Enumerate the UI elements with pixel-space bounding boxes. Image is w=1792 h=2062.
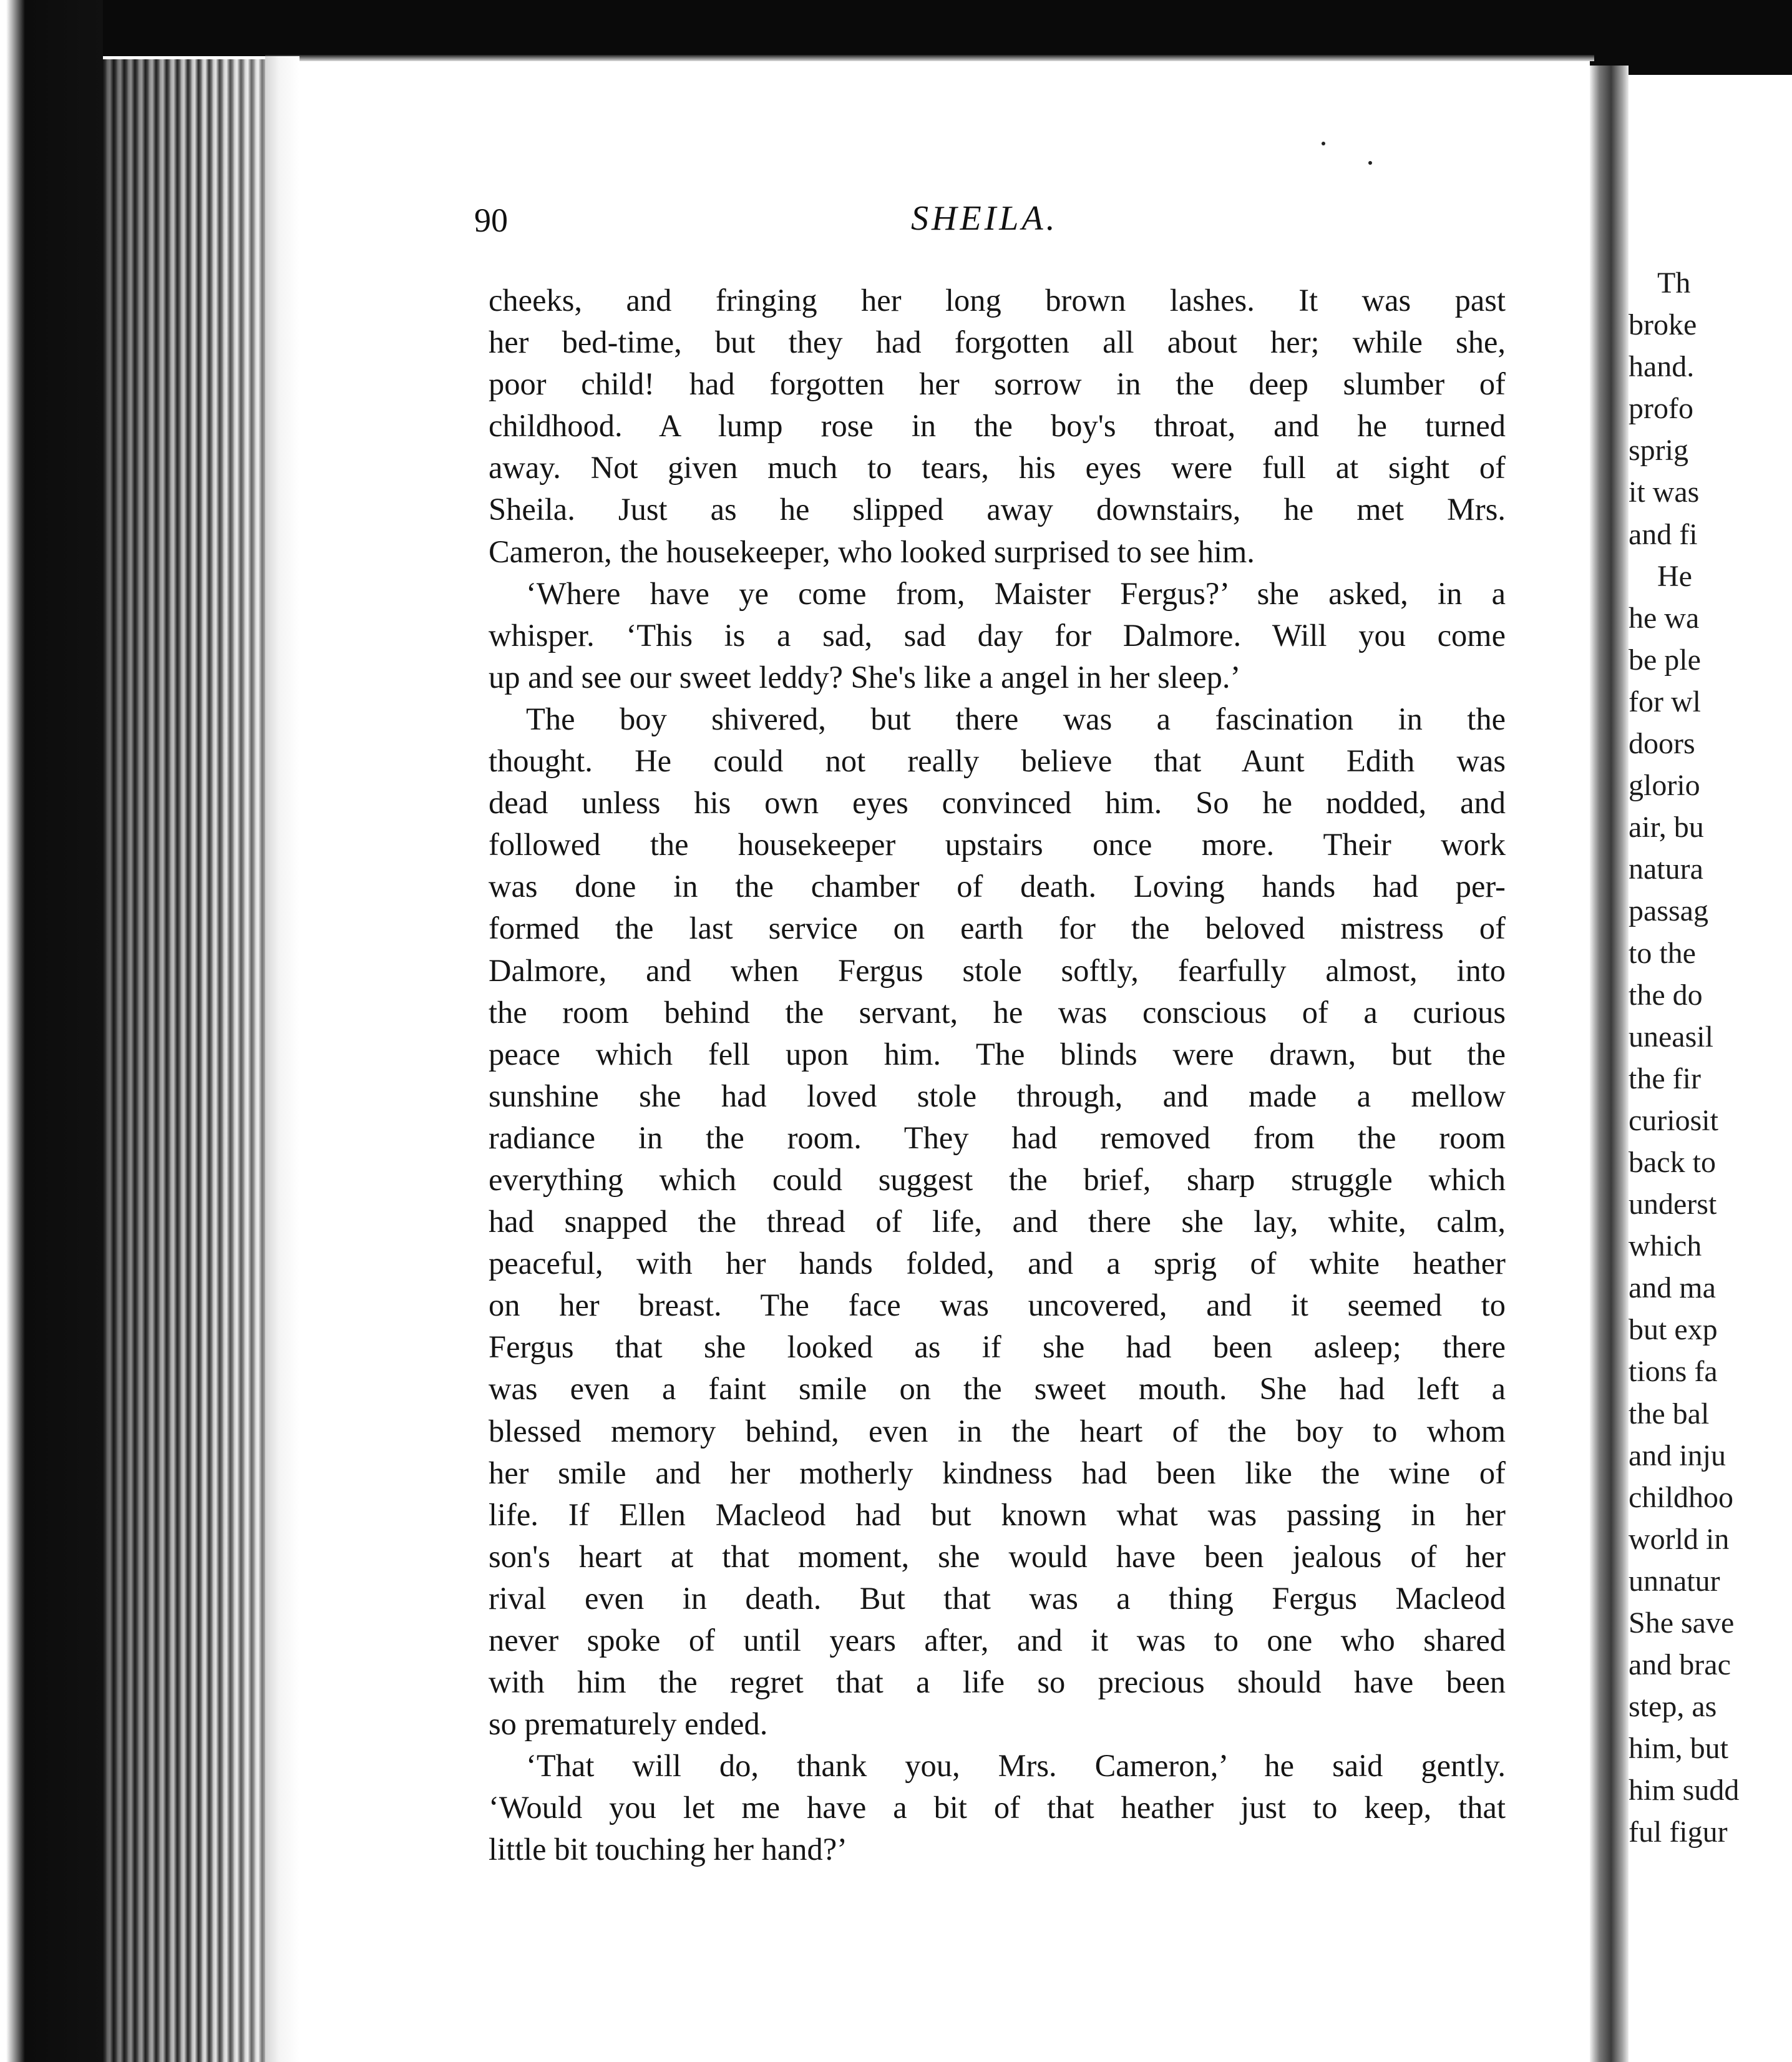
facing-line: back to [1629,1145,1716,1179]
facing-line: he wa [1629,601,1700,635]
book-page-edges [103,59,265,2062]
facing-line: him sudd [1629,1774,1740,1807]
text-line: sunshine she had loved stole through, and made a mellow [489,1078,1506,1113]
text-line: radiance in the room. They had removed from the room [489,1120,1506,1155]
body-text [489,280,1506,1871]
facing-line: it was [1629,476,1700,509]
text-line: never spoke of until years after, and it was to one who shared [489,1623,1506,1658]
facing-line: childhoo [1629,1480,1733,1514]
facing-line: be ple [1629,643,1701,677]
scan-speck [1368,161,1372,165]
facing-line: the fir [1629,1062,1701,1095]
text-line: cheeks, and fringing her long brown lashes. It was past [489,283,1506,318]
facing-line: and brac [1629,1648,1731,1682]
facing-line: doors [1629,727,1695,761]
text-line: little bit touching her hand?’ [489,1832,847,1867]
facing-line: world in [1629,1522,1730,1556]
text-line: peace which fell upon him. The blinds were drawn, but the [489,1036,1506,1072]
facing-line: him, but [1629,1732,1729,1766]
text-line: The boy shivered, but there was a fascination in the [526,701,1506,736]
text-line: formed the last service on earth for the beloved mistress of [489,911,1506,946]
text-line: rival even in death. But that was a thing Fergus Macleod [489,1580,1506,1616]
facing-line: the do [1629,978,1703,1012]
facing-line: and ma [1629,1271,1716,1305]
text-line: Cameron, the housekeeper, who looked surprised to see him. [489,534,1255,569]
text-line: whisper. ‘This is a sad, sad day for Dalmore. Will you come [489,617,1506,653]
text-line: followed the housekeeper upstairs once more. Their work [489,827,1506,862]
facing-line: and fi [1629,517,1698,551]
facing-line: passag [1629,894,1708,928]
text-line: so prematurely ended. [489,1706,768,1742]
text-line: son's heart at that moment, she would have been jealous of her [489,1538,1506,1574]
facing-line: broke [1629,308,1697,342]
scan-left-shadow [0,0,103,2062]
facing-line: but exp [1629,1313,1718,1347]
facing-line: tions fa [1629,1355,1718,1389]
paragraph [489,280,1506,573]
paragraph [489,698,1506,1745]
text-line: Dalmore, and when Fergus stole softly, fearfully almost, into [489,952,1506,988]
text-line: thought. He could not really believe that Aunt Edith was [489,743,1506,779]
text-line: life. If Ellen Macleod had but known what was passing in her [489,1497,1506,1532]
text-line: ‘Would you let me have a bit of that heather just to keep, that [489,1790,1506,1825]
text-line: everything which could suggest the brief, sharp struggle which [489,1161,1506,1197]
text-line: childhood. A lump rose in the boy's throat, and he turned [489,408,1506,444]
facing-line: for wl [1629,685,1701,718]
text-line: with him the regret that a life so precious should have been [489,1664,1506,1700]
facing-line: uneasil [1629,1020,1713,1053]
text-line: her bed-time, but they had forgotten all about her; while she, [489,325,1506,360]
facing-line: the bal [1629,1397,1710,1430]
facing-line: curiosit [1629,1103,1718,1137]
facing-line: step, as [1629,1690,1717,1724]
text-line: poor child! had forgotten her sorrow in the deep slumber of [489,366,1506,402]
text-line: was even a faint smile on the sweet mouth. She had left a [489,1371,1506,1407]
facing-line: underst [1629,1188,1717,1221]
facing-line: and inju [1629,1439,1726,1472]
facing-line: unnatur [1629,1564,1720,1598]
facing-line: Th [1657,266,1691,300]
page-top-rim [265,55,1594,61]
page-number: 90 [474,202,508,239]
facing-line: ful figur [1629,1815,1728,1849]
text-line: was done in the chamber of death. Loving hands had per- [489,869,1506,904]
page-inner-fold [265,56,299,2062]
text-line: her smile and her motherly kindness had been like the wine of [489,1455,1506,1490]
facing-line: air, bu [1629,811,1704,844]
text-line: on her breast. The face was uncovered, and it seemed to [489,1288,1506,1323]
text-line: away. Not given much to tears, his eyes were full at sight of [489,450,1506,486]
paragraph [489,1745,1506,1870]
facing-line: which [1629,1229,1702,1263]
text-line: ‘Where have ye come from, Maister Fergus?’ she asked, in a [526,575,1506,611]
text-line: dead unless his own eyes convinced him. So he nodded, and [489,785,1506,821]
facing-line: glorio [1629,769,1700,803]
paragraph [489,573,1506,698]
facing-line: hand. [1629,350,1695,384]
text-line: Fergus that she looked as if she had been asleep; there [489,1329,1506,1365]
facing-line: natura [1629,853,1703,886]
text-line: ‘That will do, thank you, Mrs. Cameron,’ he said gently. [526,1748,1506,1784]
running-head: SHEILA. [911,199,1058,238]
text-line: Sheila. Just as he slipped away downstairs, he met Mrs. [489,492,1506,527]
text-line: the room behind the servant, he was conscious of a curious [489,994,1506,1030]
scan-top-shadow [0,0,1792,56]
scan-right-top-shadow [1590,0,1792,75]
text-line: peaceful, with her hands folded, and a sprig of white heather [489,1246,1506,1281]
facing-line: He [1657,559,1692,593]
facing-page-fragment [1629,262,1792,1854]
facing-line: She save [1629,1606,1735,1639]
scan-speck [1322,142,1325,145]
text-line: had snapped the thread of life, and there she lay, white, calm, [489,1204,1506,1239]
text-line: blessed memory behind, even in the heart of the boy to whom [489,1413,1506,1449]
book-gutter [1590,66,1629,2062]
text-line: up and see our sweet leddy? She's like a angel in her sleep.’ [489,659,1241,695]
facing-line: sprig [1629,434,1688,467]
facing-line: to the [1629,936,1696,970]
facing-line: profo [1629,392,1693,426]
